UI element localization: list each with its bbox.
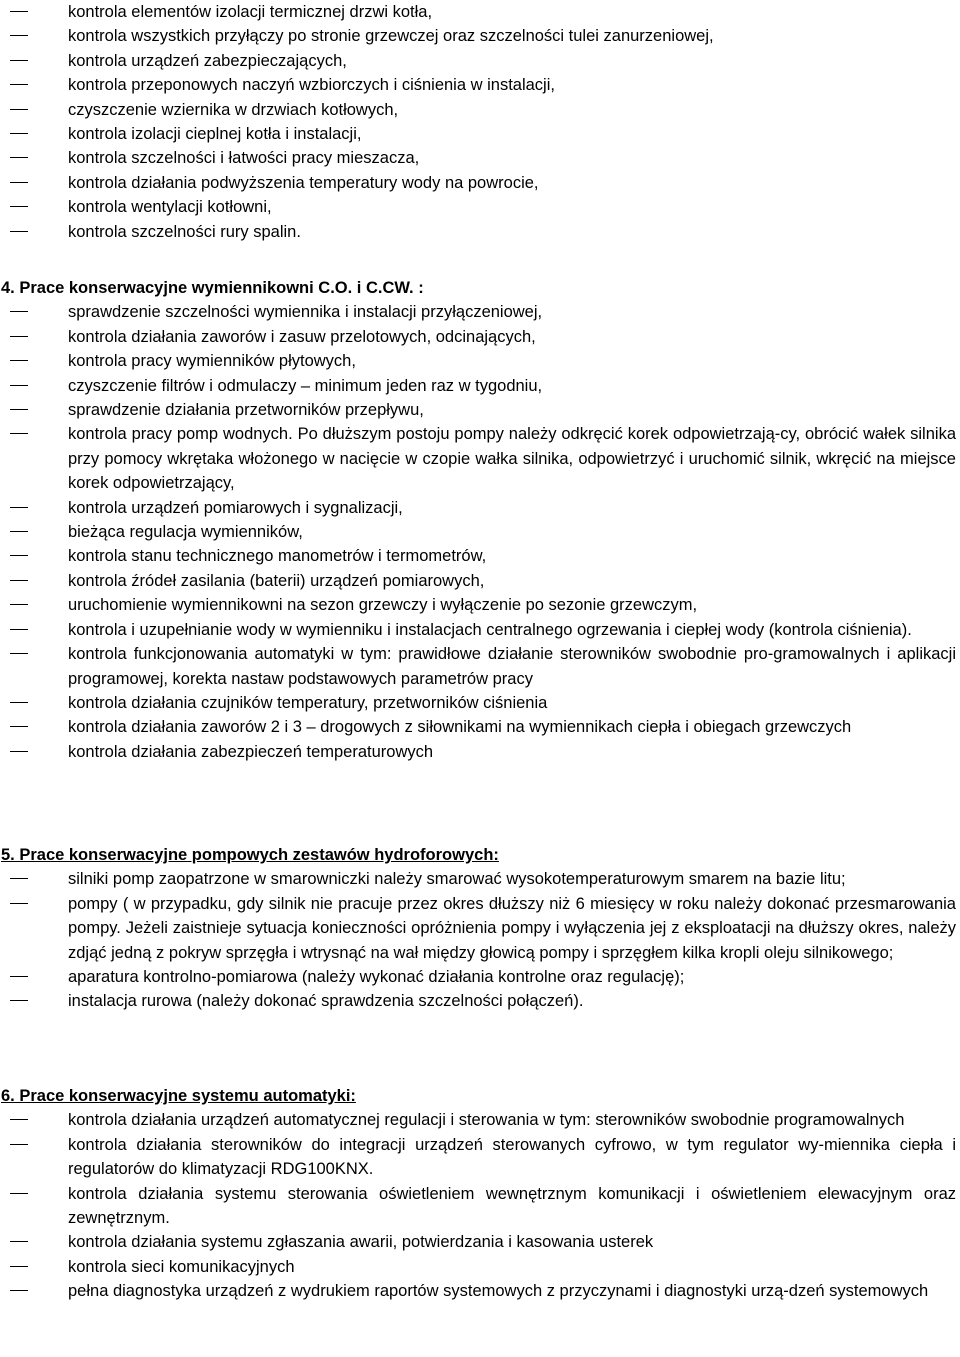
list-item-text: kontrola działania zaworów 2 i 3 – drogowych z siłownikami na wymiennikach ciepła i obiegach grzewczych: [68, 718, 852, 737]
dash-bullet: [10, 531, 28, 532]
list-item: [0, 325, 958, 349]
list-item: [0, 1230, 958, 1254]
list-item: [0, 867, 958, 891]
dash-bullet: [10, 1290, 28, 1291]
list-item: [0, 520, 958, 544]
dash-bullet: [10, 604, 28, 605]
list-item: [0, 642, 958, 691]
section-4-list: [0, 300, 958, 764]
list-item-text: kontrola wszystkich przyłączy po stronie grzewczej oraz szczelności tulei zanurzeniowej,: [68, 27, 714, 46]
intro-list: [0, 0, 958, 244]
list-item-text: instalacja rurowa (należy dokonać sprawdzenia szczelności połączeń).: [68, 992, 584, 1011]
section-5: [0, 843, 958, 1014]
dash-bullet: [10, 1266, 28, 1267]
list-item-text: kontrola przeponowych naczyń wzbiorczych i ciśnienia w instalacji,: [68, 76, 555, 95]
list-item: [0, 618, 958, 642]
dash-bullet: [10, 433, 28, 434]
list-item-text: silniki pomp zaopatrzone w smarowniczki należy smarować wysokotemperaturowym smarem na bazie litu;: [68, 870, 846, 889]
list-item: [0, 349, 958, 373]
dash-bullet: [10, 555, 28, 556]
list-item-text: kontrola urządzeń zabezpieczających,: [68, 51, 347, 70]
dash-bullet: [10, 133, 28, 134]
list-item: [0, 1279, 958, 1303]
list-item: [0, 24, 958, 48]
list-item-text: kontrola działania zaworów i zasuw przelotowych, odcinających,: [68, 327, 536, 346]
list-item: [0, 989, 958, 1013]
list-item: [0, 171, 958, 195]
list-item: [0, 1255, 958, 1279]
list-item-text: kontrola pracy wymienników płytowych,: [68, 352, 356, 371]
list-item-text: bieżąca regulacja wymienników,: [68, 523, 303, 542]
list-item-text: kontrola i uzupełnianie wody w wymienniku i instalacjach centralnego ogrzewania i ciepłej wody (kontrola ciśnienia).: [68, 620, 912, 639]
list-item-text: sprawdzenie działania przetworników przepływu,: [68, 401, 424, 420]
list-item-text: kontrola działania systemu zgłaszania awarii, potwierdzania i kasowania usterek: [68, 1233, 654, 1252]
dash-bullet: [10, 629, 28, 630]
list-item-text: kontrola szczelności rury spalin.: [68, 222, 301, 241]
list-item: [0, 569, 958, 593]
list-item-text: czyszczenie wziernika w drzwiach kotłowych,: [68, 100, 399, 119]
dash-bullet: [10, 84, 28, 85]
list-item: [0, 422, 958, 495]
list-item: [0, 0, 958, 24]
list-item-text: pełna diagnostyka urządzeń z wydrukiem raportów systemowych z przyczynami i diagnostyki urzą-dzeń systemowych: [68, 1282, 929, 1301]
list-item-text: kontrola stanu technicznego manometrów i termometrów,: [68, 547, 487, 566]
dash-bullet: [10, 507, 28, 508]
dash-bullet: [10, 182, 28, 183]
list-item-text: kontrola działania podwyższenia temperatury wody na powrocie,: [68, 173, 539, 192]
section-4: [0, 276, 958, 764]
dash-bullet: [10, 336, 28, 337]
list-item-text: kontrola działania zabezpieczeń temperaturowych: [68, 742, 434, 761]
list-item: [0, 892, 958, 965]
list-item: [0, 122, 958, 146]
list-item-text: kontrola działania urządzeń automatycznej regulacji i sterowania w tym: sterowników swobodnie programowalnych: [68, 1111, 905, 1130]
list-item: [0, 398, 958, 422]
dash-bullet: [10, 653, 28, 654]
dash-bullet: [10, 109, 28, 110]
list-item-text: kontrola elementów izolacji termicznej drzwi kotła,: [68, 3, 433, 21]
list-item: [0, 1108, 958, 1132]
list-item-text: kontrola źródeł zasilania (baterii) urządzeń pomiarowych,: [68, 571, 485, 590]
list-item: [0, 49, 958, 73]
list-item-text: kontrola szczelności i łatwości pracy mieszacza,: [68, 149, 420, 168]
section-4-heading: 4. Prace konserwacyjne wymiennikowni C.O. i C.CW. :: [1, 279, 424, 297]
dash-bullet: [10, 60, 28, 61]
list-item-text: aparatura kontrolno-pomiarowa (należy wykonać działania kontrolne oraz regulację);: [68, 968, 685, 987]
dash-bullet: [10, 231, 28, 232]
dash-bullet: [10, 751, 28, 752]
dash-bullet: [10, 206, 28, 207]
list-item-text: czyszczenie filtrów i odmulaczy – minimum jeden raz w tygodniu,: [68, 376, 543, 395]
dash-bullet: [10, 1241, 28, 1242]
dash-bullet: [10, 157, 28, 158]
dash-bullet: [10, 360, 28, 361]
section-5-heading: 5. Prace konserwacyjne pompowych zestawów hydroforowych:: [1, 846, 499, 864]
dash-bullet: [10, 1193, 28, 1194]
list-item-text: pompy ( w przypadku, gdy silnik nie pracuje przez okres dłuższy niż 6 miesięcy w roku należy dokonać przesmarowania pompy. Jeżeli zaistnieje sytuacja konieczności opróżnienia pompy i wyłączenia jej z eksploatacji na dłuższy okres, należy zdjąć jedną z pokryw sprzęgła i wtrysnąć na wał między głowicą pompy i sprzęgłem kilka kropli oleju silnikowego;: [68, 894, 956, 962]
list-item: [0, 496, 958, 520]
list-item-text: kontrola izolacji cieplnej kotła i instalacji,: [68, 125, 362, 144]
dash-bullet: [10, 580, 28, 581]
list-item-text: kontrola wentylacji kotłowni,: [68, 198, 272, 217]
list-item: [0, 98, 958, 122]
section-6-heading: 6. Prace konserwacyjne systemu automatyki:: [1, 1087, 356, 1105]
section-6: [0, 1084, 958, 1304]
dash-bullet: [10, 726, 28, 727]
list-item-text: uruchomienie wymiennikowni na sezon grzewczy i wyłączenie po sezonie grzewczym,: [68, 596, 698, 615]
dash-bullet: [10, 35, 28, 36]
list-item: [0, 300, 958, 324]
list-item-text: kontrola działania sterowników do integracji urządzeń sterowanych cyfrowo, w tym regulator wy-miennika ciepła i regulatorów do klimatyzacji RDG100KNX.: [68, 1135, 956, 1179]
list-item-text: kontrola urządzeń pomiarowych i sygnalizacji,: [68, 498, 403, 517]
section-5-list: [0, 867, 958, 1013]
list-item-text: sprawdzenie szczelności wymiennika i instalacji przyłączeniowej,: [68, 303, 543, 322]
dash-bullet: [10, 1144, 28, 1145]
list-item-text: kontrola funkcjonowania automatyki w tym: prawidłowe działanie sterowników swobodnie pro-gramowalnych i aplikacji programowej, korekta nastaw podstawowych parametrów pracy: [68, 645, 956, 688]
dash-bullet: [10, 311, 28, 312]
dash-bullet: [10, 976, 28, 977]
section-6-list: [0, 1108, 958, 1303]
dash-bullet: [10, 11, 28, 12]
dash-bullet: [10, 878, 28, 879]
list-item: [0, 374, 958, 398]
dash-bullet: [10, 385, 28, 386]
list-item-text: kontrola sieci komunikacyjnych: [68, 1257, 295, 1276]
dash-bullet: [10, 409, 28, 410]
list-item: [0, 593, 958, 617]
dash-bullet: [10, 702, 28, 703]
list-item: [0, 146, 958, 170]
dash-bullet: [10, 1000, 28, 1001]
dash-bullet: [10, 903, 28, 904]
list-item: [0, 965, 958, 989]
list-item: [0, 715, 958, 739]
list-item: [0, 1182, 958, 1231]
list-item: [0, 195, 958, 219]
list-item: [0, 544, 958, 568]
list-item-text: kontrola działania czujników temperatury, przetworników ciśnienia: [68, 693, 548, 712]
list-item: [0, 220, 958, 244]
list-item-text: kontrola pracy pomp wodnych. Po dłuższym postoju pompy należy odkręcić korek odpowietrzają-cy, obrócić wałek silnika przy pomocy wkrętaka włożonego w nacięcie w czopie wałka silnika, odpowietrzyć i uruchomić silnik, wkręcić na miejsce korek odpowietrzający,: [68, 425, 956, 493]
list-item: [0, 740, 958, 764]
dash-bullet: [10, 1119, 28, 1120]
list-item-text: kontrola działania systemu sterowania oświetleniem wewnętrznym komunikacji i oświetleniem elewacyjnym oraz zewnętrznym.: [68, 1184, 956, 1228]
list-item: [0, 1133, 958, 1182]
list-item: [0, 73, 958, 97]
list-item: [0, 691, 958, 715]
